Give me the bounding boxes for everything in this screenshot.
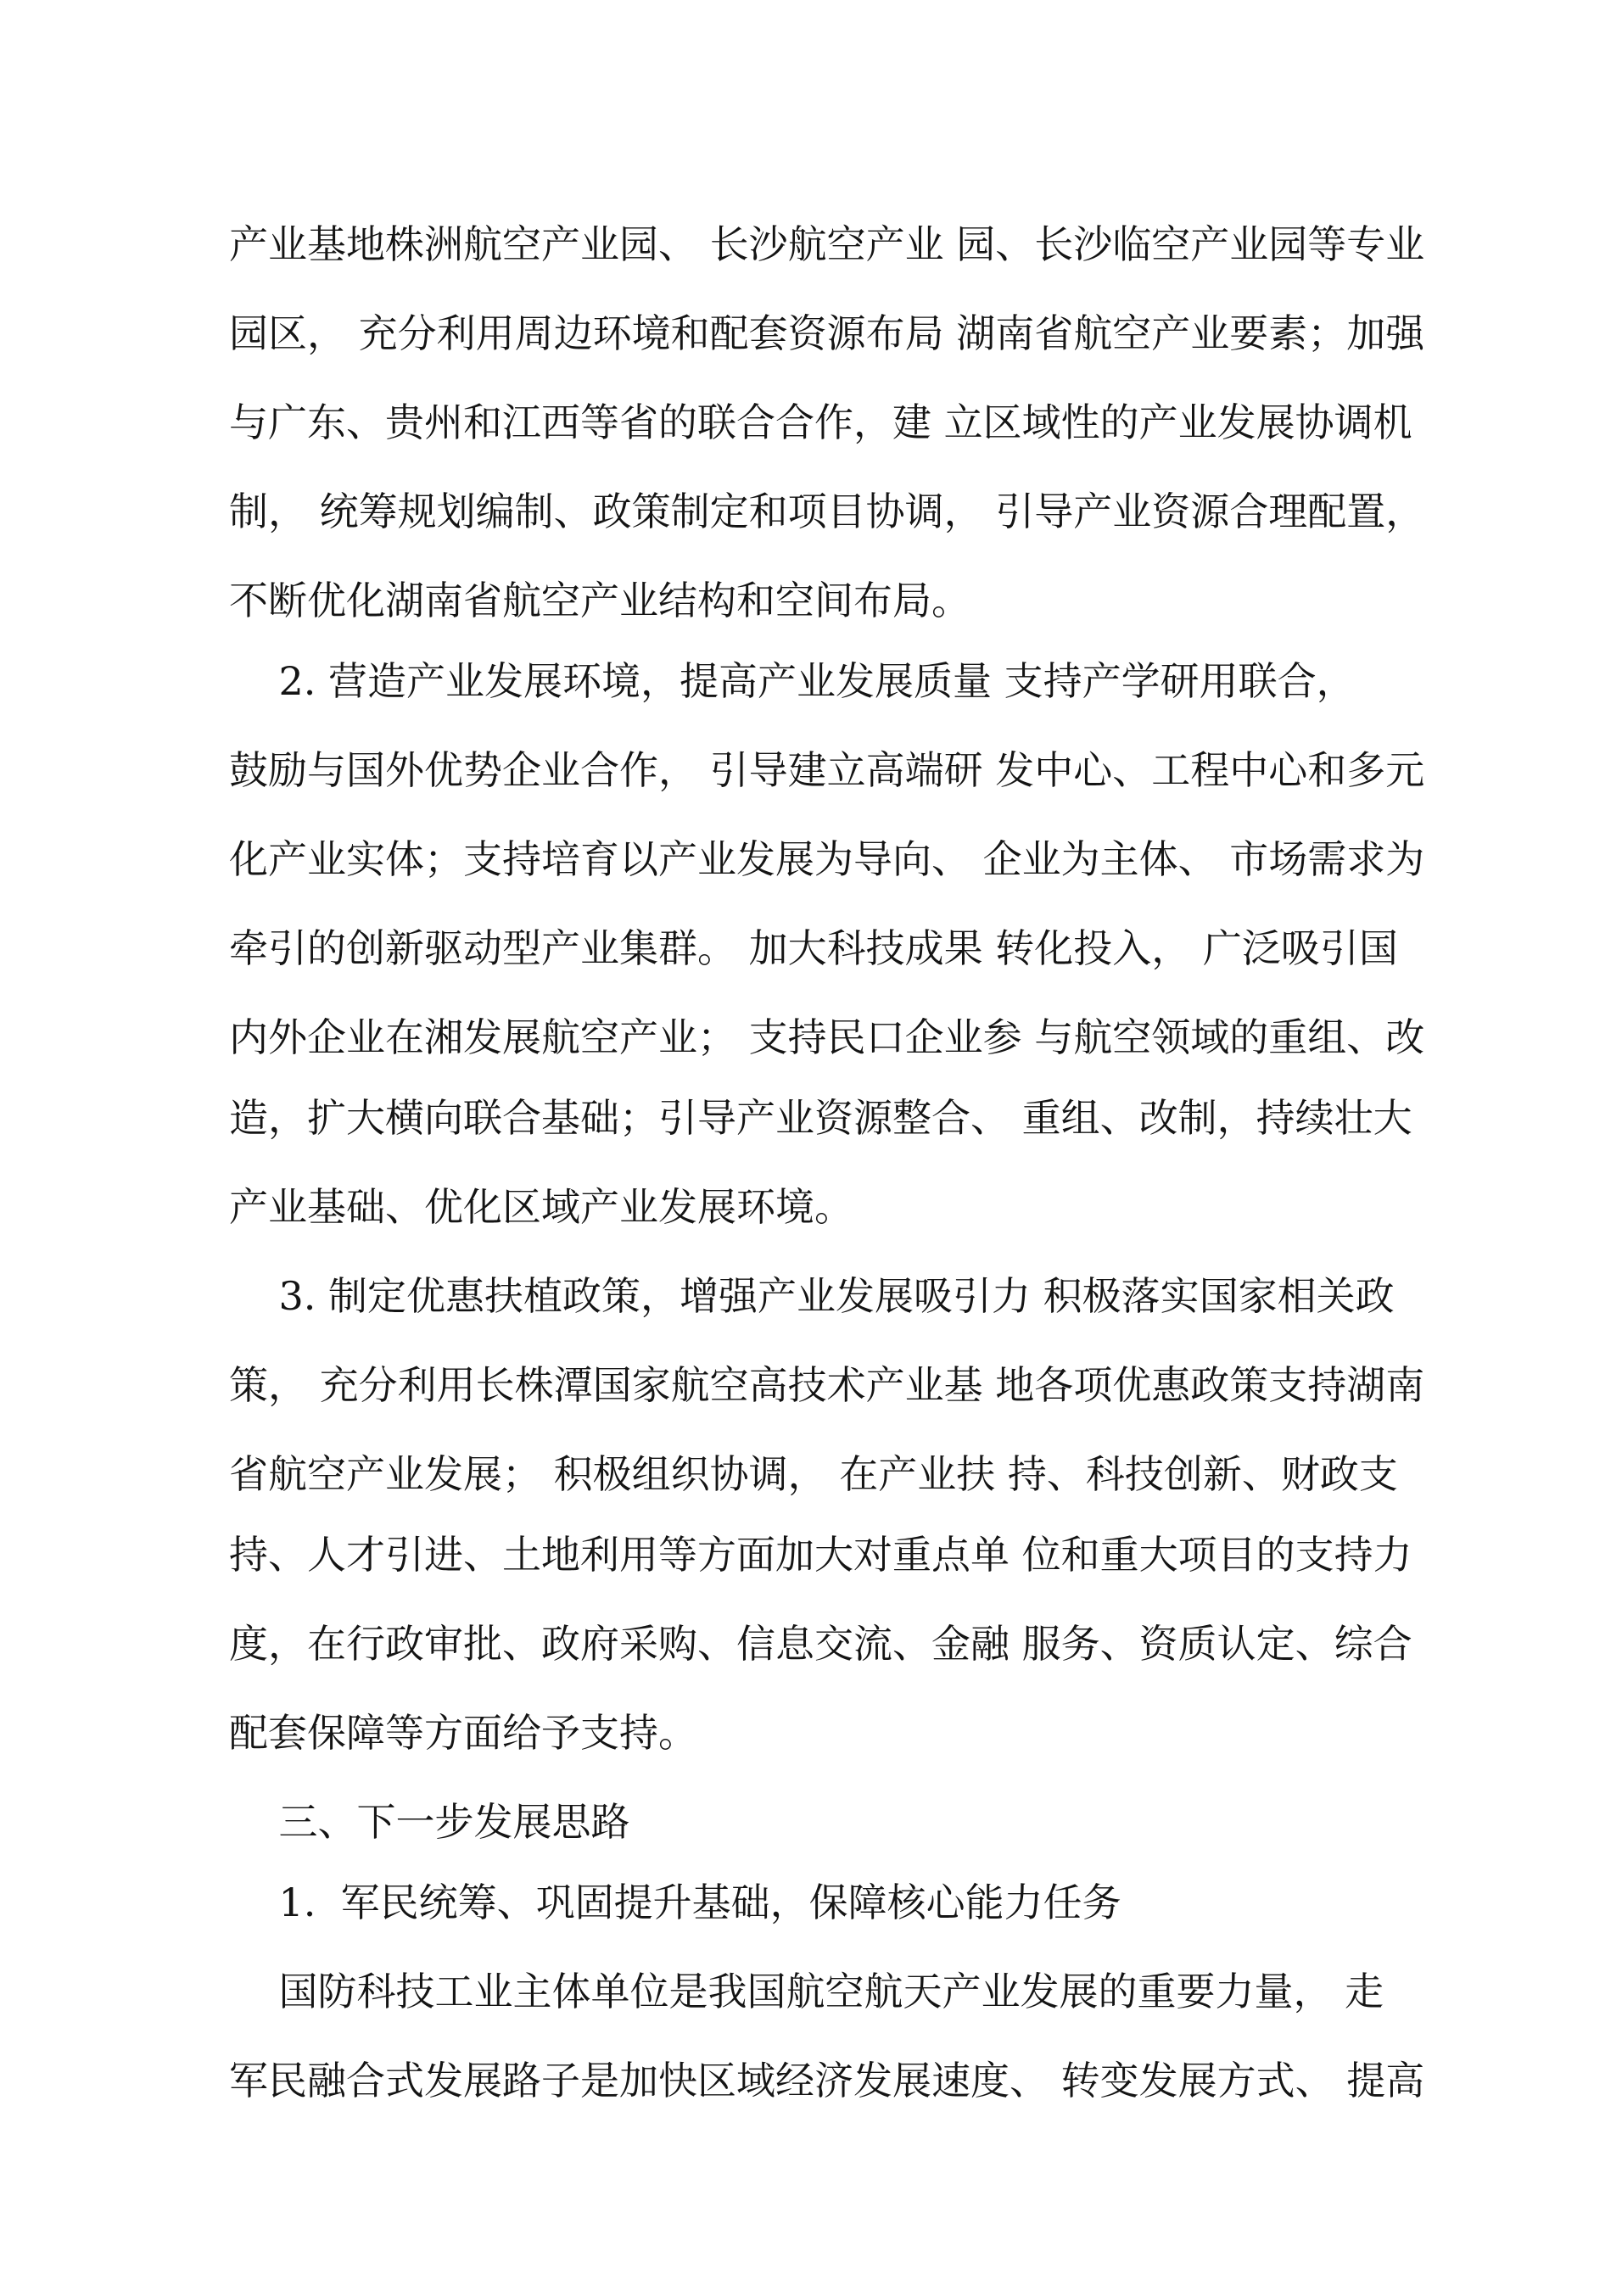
subsection-heading: 1. 军民统筹、巩固提升基础，保障核心能力任务	[229, 1880, 1121, 1925]
text-line: 国防科技工业主体单位是我国航空航天产业发展的重要力量， 走	[229, 1969, 1384, 2014]
text-line: 度，在行政审批、政府采购、信息交流、金融 服务、资质认定、综合	[229, 1621, 1412, 1667]
text-line: 配套保障等方面给予支持。	[229, 1710, 697, 1756]
text-line: 内外企业在湘发展航空产业； 支持民口企业参 与航空领域的重组、改	[229, 1014, 1425, 1060]
text-line: 与广东、贵州和江西等省的联合合作，建 立区域性的产业发展协调机	[229, 399, 1412, 445]
text-line: 园区， 充分利用周边环境和配套资源布局 湖南省航空产业要素；加强	[229, 310, 1425, 356]
text-line: 产业基地株洲航空产业园、 长沙航空产业 园、长沙临空产业园等专业	[229, 221, 1425, 267]
section-heading: 三、下一步发展思路	[229, 1799, 630, 1845]
text-line: 2. 营造产业发展环境，提高产业发展质量 支持产学研用联合，	[229, 658, 1356, 704]
text-line: 持、人才引进、土地利用等方面加大对重点单 位和重大项目的支持力	[229, 1532, 1412, 1578]
text-line: 制， 统筹规划编制、政策制定和项目协调， 引导产业资源合理配置，	[229, 489, 1425, 534]
text-line: 策， 充分利用长株潭国家航空高技术产业基 地各项优惠政策支持湖南	[229, 1362, 1425, 1408]
text-line: 化产业实体；支持培育以产业发展为导向、 企业为主体、 市场需求为	[229, 836, 1425, 882]
text-line: 造，扩大横向联合基础；引导产业资源整合、 重组、改制，持续壮大	[229, 1095, 1412, 1141]
text-line: 不断优化湖南省航空产业结构和空间布局。	[229, 578, 970, 623]
text-line: 牵引的创新驱动型产业集群。 加大科技成果 转化投入， 广泛吸引国	[229, 925, 1398, 971]
text-line: 3. 制定优惠扶植政策，增强产业发展吸引力 积极落实国家相关政	[229, 1273, 1395, 1319]
text-line: 军民融合式发展路子是加快区域经济发展速度、 转变发展方式、 提高	[229, 2058, 1425, 2103]
text-line: 省航空产业发展； 积极组织协调， 在产业扶 持、科技创新、财政支	[229, 1451, 1398, 1497]
text-line: 鼓励与国外优势企业合作， 引导建立高端研 发中心、工程中心和多元	[229, 747, 1425, 793]
text-line: 产业基础、优化区域产业发展环境。	[229, 1184, 853, 1230]
